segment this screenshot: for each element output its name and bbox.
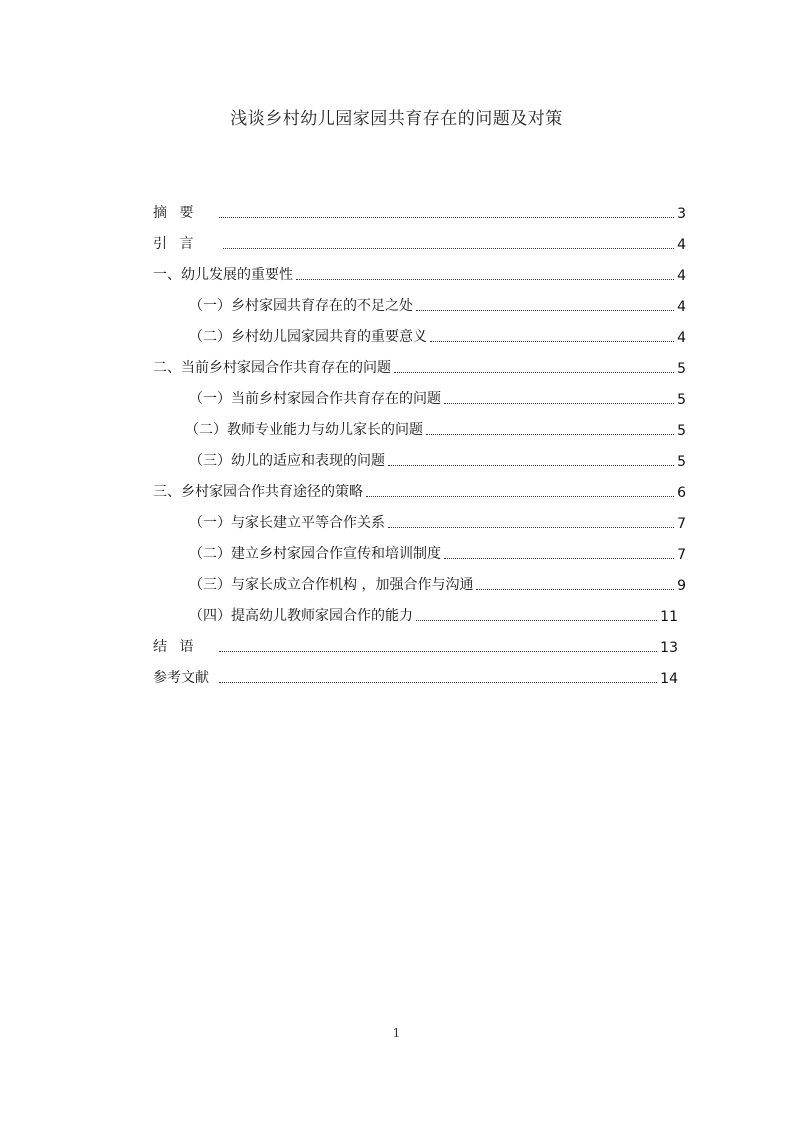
toc-entry[interactable] (153, 634, 678, 656)
toc-entry-label: 参考文献 (153, 670, 209, 686)
toc-entry[interactable] (153, 355, 686, 377)
toc-entry[interactable] (189, 386, 686, 408)
toc-entry[interactable] (189, 603, 678, 625)
toc-leader-dots (223, 247, 674, 249)
toc-entry[interactable] (153, 200, 686, 222)
toc-entry-page: 7 (677, 547, 686, 563)
document-title: 浅谈乡村幼儿园家园共育存在的问题及对策 (230, 109, 563, 129)
toc-leader-dots (388, 464, 674, 466)
toc-entry[interactable] (153, 262, 686, 284)
toc-leader-dots (296, 278, 674, 280)
toc-leader-dots (416, 309, 674, 311)
toc-entry-page: 4 (677, 299, 686, 315)
toc-entry-label: （一）当前乡村家园合作共育存在的问题 (189, 391, 441, 407)
toc-entry[interactable] (189, 510, 686, 532)
toc-leader-dots (416, 619, 657, 621)
toc-entry[interactable] (153, 231, 686, 253)
toc-entry[interactable] (153, 665, 678, 687)
toc-entry-label: 结 语 (153, 639, 198, 655)
toc-entry[interactable] (153, 479, 686, 501)
toc-entry[interactable] (189, 324, 686, 346)
toc-entry[interactable] (189, 293, 686, 315)
page-number: 1 (392, 1026, 401, 1040)
toc-entry-page: 5 (677, 423, 686, 439)
toc-entry-page: 14 (660, 671, 678, 687)
toc-leader-dots (219, 650, 657, 652)
toc-entry-label: （一）与家长建立平等合作关系 (189, 515, 385, 531)
toc-entry-page: 4 (677, 268, 686, 284)
toc-entry-label: 摘 要 (153, 205, 198, 221)
toc-entry[interactable] (189, 541, 686, 563)
toc-entry-label: 引 言 (153, 236, 198, 252)
toc-leader-dots (444, 402, 674, 404)
toc-entry-page: 4 (677, 330, 686, 346)
toc-entry-label: （二）教师专业能力与幼儿家长的问题 (185, 422, 423, 438)
toc-leader-dots (430, 340, 674, 342)
toc-entry-page: 11 (660, 609, 678, 625)
toc-entry-label: 三、乡村家园合作共育途径的策略 (153, 484, 363, 500)
toc-entry-page: 5 (677, 392, 686, 408)
toc-entry-page: 7 (677, 516, 686, 532)
toc-entry-page: 13 (660, 640, 678, 656)
toc-entry[interactable] (189, 448, 686, 470)
toc-leader-dots (394, 371, 674, 373)
toc-leader-dots (388, 526, 674, 528)
toc-entry-label: （三）幼儿的适应和表现的问题 (189, 453, 385, 469)
toc-entry-label: 一、幼儿发展的重要性 (153, 267, 293, 283)
toc-entry-page: 6 (677, 485, 686, 501)
toc-entry-label: （二）建立乡村家园合作宣传和培训制度 (189, 546, 441, 562)
toc-leader-dots (219, 681, 657, 683)
toc-entry-label: （二）乡村幼儿园家园共育的重要意义 (189, 329, 427, 345)
toc-entry-label: （四）提高幼儿教师家园合作的能力 (189, 608, 413, 624)
toc-entry-label: （三）与家长成立合作机构 ，加强合作与沟通 (189, 577, 474, 593)
toc-entry-page: 3 (677, 206, 686, 222)
toc-leader-dots (366, 495, 674, 497)
toc-entry-label: 二、当前乡村家园合作共育存在的问题 (153, 360, 391, 376)
toc-entry-page: 5 (677, 361, 686, 377)
toc-entry-page: 4 (677, 237, 686, 253)
toc-entry-label: （一）乡村家园共育存在的不足之处 (189, 298, 413, 314)
toc-leader-dots (426, 433, 674, 435)
toc-entry-page: 5 (677, 454, 686, 470)
toc-leader-dots (444, 557, 674, 559)
toc-entry[interactable] (185, 417, 686, 439)
toc-leader-dots (219, 216, 674, 218)
toc-leader-dots (476, 588, 674, 590)
toc-entry[interactable] (189, 572, 686, 594)
toc-entry-page: 9 (677, 578, 686, 594)
